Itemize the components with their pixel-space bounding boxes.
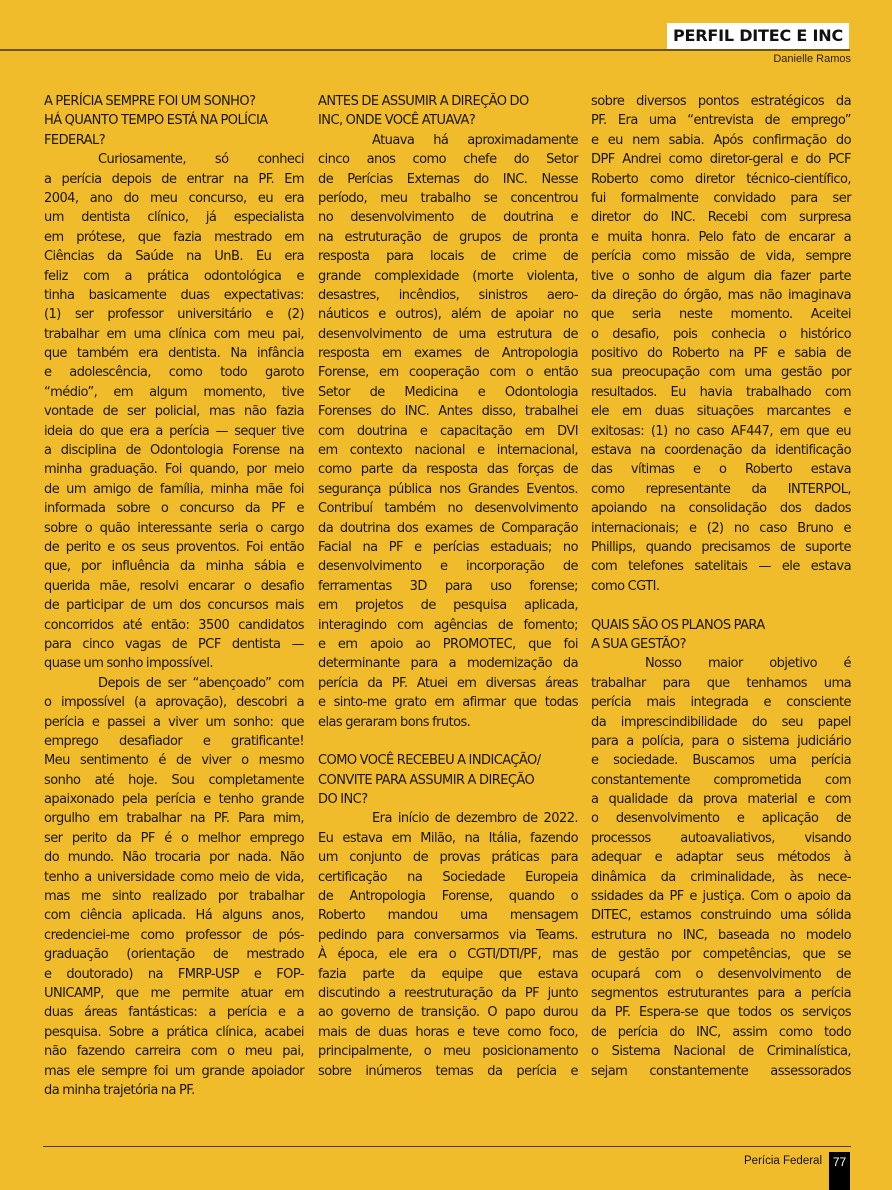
text-line: de um amigo de família, minha mãe foi	[44, 481, 304, 497]
text-line: mais de duas horas e teve como foco,	[318, 1024, 578, 1040]
text-line: concorridos até então: 3500 candidatos	[44, 617, 304, 633]
interview-answer-paragraph	[591, 654, 851, 1081]
text-line: tinha basicamente duas expectativas:	[44, 287, 304, 303]
text-line: constantemente comprometida com	[591, 772, 851, 788]
interview-answer-paragraph	[318, 809, 578, 1080]
text-line: das vítimas e o Roberto estava	[591, 462, 851, 478]
question-line: COMO VOCÊ RECEBEU A INDICAÇÃO/	[318, 753, 541, 769]
text-line: de perícia do INC, assim como todo	[591, 1024, 851, 1040]
text-line: com ciência aplicada. Há alguns anos,	[44, 908, 304, 924]
interview-question	[591, 616, 851, 655]
text-line: que, por influência da minha sábia e	[44, 559, 304, 575]
text-line: estrutura no INC, baseada no modelo	[591, 927, 851, 943]
text-line: principalmente, o meu posicionamento	[318, 1044, 578, 1060]
text-line: trabalhar para que tenhamos uma	[591, 675, 851, 691]
text-line: internacionais; e (2) no caso Bruno e	[591, 520, 851, 536]
question-line: A SUA GESTÃO?	[591, 636, 686, 652]
text-line: Forenses do INC. Antes disso, trabalhei	[318, 404, 578, 420]
text-line: Roberto como diretor técnico-científico,	[591, 171, 851, 187]
text-line: Facial na PF e perícias estaduais; no	[318, 539, 578, 555]
question-line: DO INC?	[318, 792, 368, 808]
section-tag: PERFIL DITEC E INC	[667, 23, 849, 49]
text-line: mas ele sempre foi um grande apoiador	[44, 1063, 304, 1079]
text-line: positivo do Roberto na PF e sabia de	[591, 346, 851, 362]
text-line: credenciei-me como professor de pós-	[44, 927, 304, 943]
interview-answer-paragraph	[44, 674, 304, 1101]
text-line: perícia como missão de vida, sempre	[591, 249, 851, 265]
text-line: tive o sonho de algum dia fazer parte	[591, 268, 851, 284]
text-line: o Sistema Nacional de Criminalística,	[591, 1044, 851, 1060]
text-line: ferramentas 3D para uso forense;	[318, 578, 578, 594]
text-line: Meu sentimento é de viver o mesmo	[44, 753, 304, 769]
text-line: a disciplina de Odontologia Forense na	[44, 443, 304, 459]
text-line: Curiosamente, só conheci	[98, 152, 304, 168]
text-line: Phillips, quando precisamos de suporte	[591, 539, 851, 555]
interview-question	[318, 751, 578, 809]
text-line: graduação (orientação de mestrado	[44, 947, 304, 963]
text-line: o impossível (a aprovação), descobri a	[44, 695, 304, 711]
text-line: desenvolvimento de uma estrutura de	[318, 326, 578, 342]
text-line: segmentos estruturantes para a perícia	[591, 985, 851, 1001]
text-line: segurança pública nos Grandes Eventos.	[318, 481, 578, 497]
text-line: Era início de dezembro de 2022.	[372, 811, 578, 827]
text-line: PF. Era uma “entrevista de emprego”	[591, 113, 851, 129]
text-line: ssidades da PF e justiça. Com o apoio da	[591, 889, 851, 905]
text-line: sobre o quão interessante seria o cargo	[44, 520, 304, 536]
text-line: ideia do que era a perícia — sequer tive	[44, 423, 304, 439]
text-line: DPF Andrei como diretor-geral e do PCF	[591, 152, 851, 168]
text-line: apaixonado pela perícia e tenho grande	[44, 792, 304, 808]
page-number: 77	[829, 1152, 850, 1190]
text-line: do mundo. Não trocaria por nada. Não	[44, 850, 304, 866]
paragraph-spacer	[591, 596, 851, 615]
text-line: dinâmica da criminalidade, às nece-	[591, 869, 851, 885]
text-line: como representante da INTERPOL,	[591, 481, 851, 497]
text-line: exitosas: (1) no caso AF447, em que eu	[591, 423, 851, 439]
text-line: da PF. Espera-se que todos os serviços	[591, 1005, 851, 1021]
text-line: processos autoavaliativos, visando	[591, 830, 851, 846]
text-line: perícia e passei a viver um sonho: que	[44, 714, 304, 730]
text-line: sua preocupação com uma gestão por	[591, 365, 851, 381]
author-byline: Danielle Ramos	[773, 53, 851, 65]
text-line: Setor de Medicina e Odontologia	[318, 384, 578, 400]
text-line: náuticos e outros), além de apoiar no	[318, 307, 578, 323]
text-line: mas me sinto realizado por trabalhar	[44, 889, 304, 905]
header-rule	[0, 49, 850, 51]
text-line: a perícia depois de entrar na PF. Em	[44, 171, 304, 187]
question-line: HÁ QUANTO TEMPO ESTÁ NA POLÍCIA	[44, 113, 268, 129]
text-line: de Antropologia Forense, quando o	[318, 889, 578, 905]
text-line: com doutrina e capacitação em DVI	[318, 423, 578, 439]
text-line: sobre diversos pontos estratégicos da	[591, 94, 851, 109]
text-line: orgulho em trabalhar na PF. Para mim,	[44, 811, 304, 827]
text-line: DITEC, estamos construindo uma sólida	[591, 908, 851, 924]
text-line: o desafio, pois conhecia o histórico	[591, 326, 851, 342]
text-line: que seria neste momento. Aceitei	[591, 307, 851, 323]
text-line: apoiando na consolidação dos dados	[591, 501, 851, 517]
text-line: Ciências da Saúde na UnB. Eu era	[44, 249, 304, 265]
text-line: perícia da PF. Atuei em diversas áreas	[318, 675, 578, 691]
text-line: Contribuí também no desenvolvimento	[318, 501, 578, 517]
text-line: discutindo a reestruturação da PF junto	[318, 985, 578, 1001]
text-line: de perito e os seus proventos. Foi então	[44, 539, 304, 555]
text-line: que também era dentista. Na infância	[44, 346, 304, 362]
text-line: determinante para a modernização da	[318, 656, 578, 672]
interview-answer-paragraph	[591, 92, 851, 596]
text-line: ocupará com o desenvolvimento de	[591, 966, 851, 982]
text-line: no desenvolvimento de doutrina e	[318, 210, 578, 226]
text-line: (1) ser professor universitário e (2)	[44, 307, 304, 323]
text-line: resultados. Eu havia trabalhado com	[591, 384, 851, 400]
text-line: desastres, incêndios, sinistros aero-	[318, 287, 578, 303]
text-line: e sociedade. Buscamos uma perícia	[591, 753, 851, 769]
text-line: fazia parte da equipe que estava	[318, 966, 578, 982]
interview-answer-paragraph	[318, 131, 578, 732]
publication-name: Perícia Federal	[744, 1155, 822, 1167]
text-line: interagindo com agências de fomento;	[318, 617, 578, 633]
article-column-3	[591, 92, 851, 1081]
text-line: e muita honra. Pelo fato de encarar a	[591, 229, 851, 245]
text-line: diretor do INC. Recebi com surpresa	[591, 210, 851, 226]
text-line: na estruturação de grupos de pronta	[318, 229, 578, 245]
text-line: da doutrina dos exames de Comparação	[318, 520, 578, 536]
text-line: resposta em exames de Antropologia	[318, 346, 578, 362]
text-line: o desenvolvimento e aplicação de	[591, 811, 851, 827]
text-line: e doutorado) na FMRP-USP e FOP-	[44, 966, 304, 982]
text-line: vontade de ser policial, mas não fazia	[44, 404, 304, 420]
question-line: A PERÍCIA SEMPRE FOI UM SONHO?	[44, 94, 256, 109]
text-line: da direção do órgão, mas não imaginava	[591, 287, 851, 303]
text-line: ele em duas situações marcantes e	[591, 404, 851, 420]
text-line: como parte da resposta das forças de	[318, 462, 578, 478]
text-line: Eu estava em Milão, na Itália, fazendo	[318, 830, 578, 846]
text-line: um dentista clínico, já especialista	[44, 210, 304, 226]
text-line: trabalhar em uma clínica com meu pai,	[44, 326, 304, 342]
text-line: elas geraram bons frutos.	[318, 714, 471, 730]
text-line: ser perito da PF é o melhor emprego	[44, 830, 304, 846]
text-line: pesquisa. Sobre a prática clínica, acabei	[44, 1024, 304, 1040]
text-line: informada sobre o concurso da PF e	[44, 501, 304, 517]
question-line: QUAIS SÃO OS PLANOS PARA	[591, 617, 765, 633]
article-column-2	[318, 92, 578, 1081]
text-line: com telefones satelitais — ele estava	[591, 559, 851, 575]
text-line: não fazendo carreira com o meu pai,	[44, 1044, 304, 1060]
text-line: UNICAMP, que me permite atuar em	[44, 985, 304, 1001]
text-line: minha graduação. Foi quando, por meio	[44, 462, 304, 478]
text-line: e eu nem sabia. Após confirmação do	[591, 132, 851, 148]
text-line: resposta para locais de crime de	[318, 249, 578, 265]
question-line: ANTES DE ASSUMIR A DIREÇÃO DO	[318, 94, 529, 109]
text-line: Atuava há aproximadamente	[372, 132, 578, 148]
text-line: e em apoio ao PROMOTEC, que foi	[318, 636, 578, 652]
text-line: Forense, em cooperação com o então	[318, 365, 578, 381]
text-line: sejam constantemente assessorados	[591, 1063, 851, 1079]
text-line: perícia mais integrada e consciente	[591, 695, 851, 711]
text-line: 2004, ano do meu concurso, eu era	[44, 190, 304, 206]
interview-answer-paragraph	[44, 150, 304, 674]
text-line: desenvolvimento e incorporação de	[318, 559, 578, 575]
text-line: fui formalmente convidado para ser	[591, 190, 851, 206]
question-line: INC, ONDE VOCÊ ATUAVA?	[318, 113, 476, 129]
text-line: período, meu trabalho se concentrou	[318, 190, 578, 206]
text-line: e adolescência, como todo garoto	[44, 365, 304, 381]
text-line: sonho até hoje. Sou completamente	[44, 772, 304, 788]
text-line: em prótese, que fazia mestrado em	[44, 229, 304, 245]
interview-question	[44, 92, 304, 150]
text-line: Roberto mandou uma mensagem	[318, 908, 578, 924]
text-line: “médio”, em algum momento, tive	[44, 384, 304, 400]
text-line: em contexto nacional e internacional,	[318, 443, 578, 459]
text-line: adequar e adaptar seus métodos à	[591, 850, 851, 866]
text-line: duas áreas fantásticas: a perícia e a	[44, 1005, 304, 1021]
text-line: Depois de ser “abençoado” com	[98, 675, 304, 691]
text-line: para cinco vagas de PCF dentista —	[44, 636, 304, 652]
text-line: um conjunto de provas práticas para	[318, 850, 578, 866]
text-line: em projetos de pesquisa aplicada,	[318, 598, 578, 614]
text-line: feliz com a prática odontológica e	[44, 268, 304, 284]
text-line: da minha trajetória na PF.	[44, 1082, 195, 1098]
text-line: ao governo de transição. O papo durou	[318, 1005, 578, 1021]
article-column-1	[44, 92, 304, 1100]
text-line: de gestão por competências, que se	[591, 947, 851, 963]
question-line: FEDERAL?	[44, 132, 106, 148]
text-line: sobre inúmeros temas da perícia e	[318, 1063, 578, 1079]
text-line: Nosso maior objetivo é	[645, 656, 851, 672]
text-line: À época, ele era o CGTI/DTI/PF, mas	[318, 947, 578, 963]
text-line: certificação na Sociedade Europeia	[318, 869, 578, 885]
text-line: pedindo para conversarmos via Teams.	[318, 927, 578, 943]
text-line: como CGTI.	[591, 578, 660, 594]
question-line: CONVITE PARA ASSUMIR A DIREÇÃO	[318, 772, 535, 788]
text-line: de Perícias Externas do INC. Nesse	[318, 171, 578, 187]
paragraph-spacer	[318, 732, 578, 751]
text-line: da imprescindibilidade do seu papel	[591, 714, 851, 730]
text-line: tenho a universidade como meio de vida,	[44, 869, 304, 885]
text-line: emprego desafiador e gratificante!	[44, 733, 304, 749]
text-line: grande complexidade (morte violenta,	[318, 268, 578, 284]
footer-rule	[43, 1146, 851, 1147]
text-line: estava na coordenação da identificação	[591, 443, 851, 459]
text-line: para a polícia, para o sistema judiciário	[591, 733, 851, 749]
text-line: quase um sonho impossível.	[44, 656, 213, 672]
text-line: e sinto-me grato em afirmar que todas	[318, 695, 578, 711]
text-line: cinco anos como chefe do Setor	[318, 152, 578, 168]
text-line: a qualidade da prova material e com	[591, 792, 851, 808]
text-line: querida mãe, resolvi encarar o desafio	[44, 578, 304, 594]
interview-question	[318, 92, 578, 131]
text-line: de participar de um dos concursos mais	[44, 598, 304, 614]
